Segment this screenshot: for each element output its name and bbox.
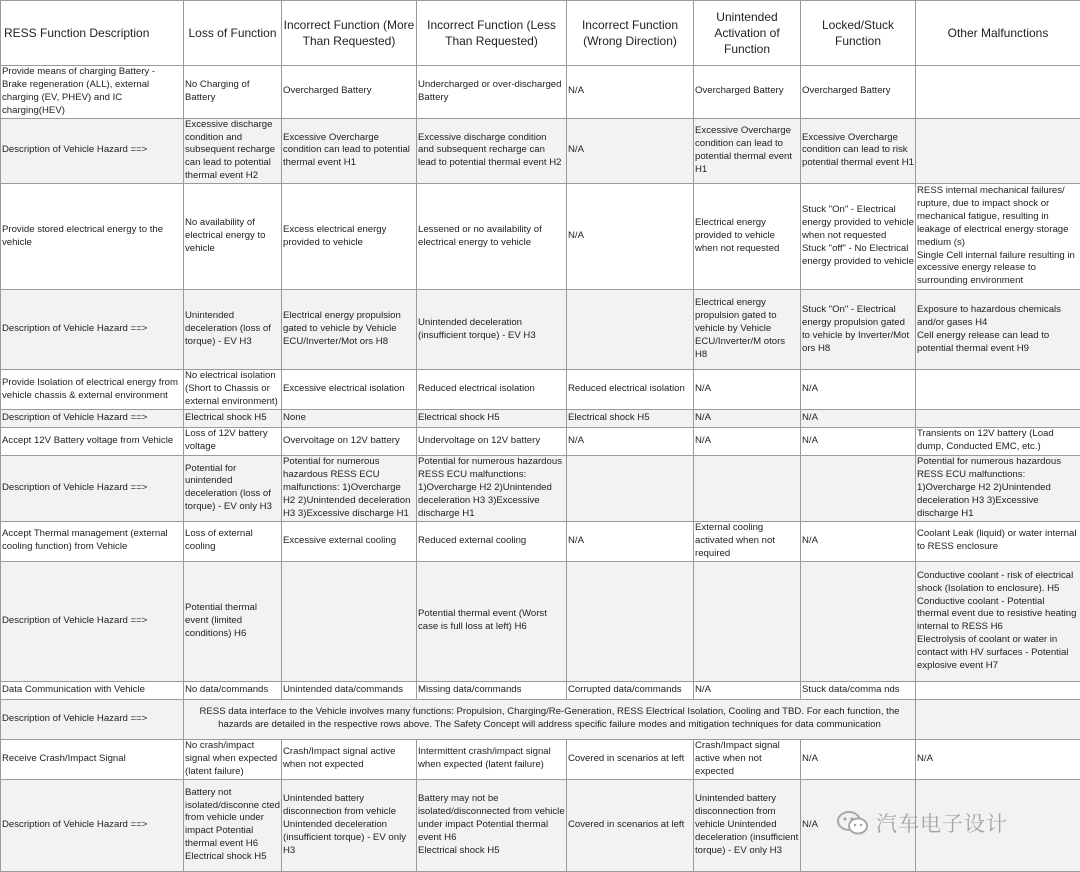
table-cell: Potential for numerous hazardous RESS ECU malfunctions: 1)Overcharge H2 2)Unintended deceleration H3 3)Excessive discharge H1 [282, 455, 417, 521]
table-cell: Conductive coolant - risk of electrical shock (Isolation to enclosure). H5 Conductive coolant - Potential thermal event due to resistive heating internal to RESS H6 Electrolysis of coolant or water in contact with HV surfaces - Potential explosive event H7 [916, 561, 1080, 681]
table-cell: Covered in scenarios at left [567, 739, 694, 779]
table-cell: No data/commands [184, 681, 282, 699]
table-cell: Reduced electrical isolation [417, 370, 567, 410]
table-cell: Electrical energy propulsion gated to vehicle by Vehicle ECU/Inverter/M otors H8 [694, 290, 801, 370]
table-cell: N/A [801, 370, 916, 410]
table-cell: Stuck data/comma nds [801, 681, 916, 699]
table-cell: N/A [801, 427, 916, 455]
table-cell: RESS internal mechanical failures/ rupture, due to impact shock or mechanical fatigue, resulting in leakage of electrical energy storage medium (s) Single Cell internal failure resulting in excessive energy release to surrounding environment [916, 184, 1080, 290]
table-cell: Potential for unintended deceleration (loss of torque) - EV only H3 [184, 455, 282, 521]
table-cell: Electrical energy provided to vehicle when not requested [694, 184, 801, 290]
table-cell: Lessened or no availability of electrical energy to vehicle [417, 184, 567, 290]
col-header-other: Other Malfunctions [916, 1, 1080, 66]
table-cell: Overcharged Battery [694, 66, 801, 119]
table-cell: Data Communication with Vehicle [1, 681, 184, 699]
data-hazard-note: RESS data interface to the Vehicle involves many functions: Propulsion, Charging/Re-Generation, RESS Electrical Isolation, Cooling and TBD. For each function, the hazards are detailed in the respective rows above. The Safety Concept will address specific failure modes and mitigation techniques for data communication [184, 699, 916, 739]
table-cell: Excessive discharge condition and subsequent recharge can lead to potential thermal event H2 [184, 118, 282, 184]
table-cell: Overvoltage on 12V battery [282, 427, 417, 455]
table-cell: Description of Vehicle Hazard ==> [1, 455, 184, 521]
table-cell: N/A [916, 739, 1080, 779]
table-cell: Coolant Leak (liquid) or water internal to RESS enclosure [916, 521, 1080, 561]
table-cell [916, 681, 1080, 699]
table-cell: N/A [567, 66, 694, 119]
table-cell: External cooling activated when not required [694, 521, 801, 561]
col-header-less: Incorrect Function (Less Than Requested) [417, 1, 567, 66]
table-cell [916, 370, 1080, 410]
table-cell: Stuck "On" - Electrical energy provided to vehicle when not requested Stuck "off" - No Electrical energy provided to vehicle [801, 184, 916, 290]
table-cell: Excess electrical energy provided to vehicle [282, 184, 417, 290]
table-cell: N/A [694, 681, 801, 699]
table-cell: N/A [694, 370, 801, 410]
table-cell: Loss of 12V battery voltage [184, 427, 282, 455]
table-cell: Description of Vehicle Hazard ==> [1, 409, 184, 427]
table-cell: Stuck "On" - Electrical energy propulsion gated to vehicle by Inverter/Mot ors H8 [801, 290, 916, 370]
table-cell: Excessive electrical isolation [282, 370, 417, 410]
table-cell [916, 779, 1080, 871]
table-cell: Electrical energy propulsion gated to vehicle by Vehicle ECU/Inverter/Mot ors H8 [282, 290, 417, 370]
table-cell: None [282, 409, 417, 427]
table-cell: Unintended data/commands [282, 681, 417, 699]
table-row [1, 561, 1080, 681]
col-header-stuck: Locked/Stuck Function [801, 1, 916, 66]
table-row [1, 184, 1080, 290]
table-cell: Undercharged or over-discharged Battery [417, 66, 567, 119]
table-cell: Accept Thermal management (external cooling function) from Vehicle [1, 521, 184, 561]
table-cell: Unintended battery disconnection from vehicle Unintended deceleration (insufficient torque) - EV only H3 [694, 779, 801, 871]
table-cell [694, 561, 801, 681]
col-header-loss: Loss of Function [184, 1, 282, 66]
table-cell: Battery not isolated/disconne cted from vehicle under impact Potential thermal event H6 Electrical shock H5 [184, 779, 282, 871]
table-cell [916, 66, 1080, 119]
table-cell: No crash/impact signal when expected (latent failure) [184, 739, 282, 779]
table-row [1, 699, 1080, 739]
table-cell: N/A [694, 427, 801, 455]
table-cell: Crash/Impact signal active when not expected [282, 739, 417, 779]
col-header-function: RESS Function Description [1, 1, 184, 66]
table-cell: Provide Isolation of electrical energy from vehicle chassis & external environment [1, 370, 184, 410]
table-row [1, 290, 1080, 370]
table-row [1, 370, 1080, 410]
table-cell: No Charging of Battery [184, 66, 282, 119]
table-cell [567, 455, 694, 521]
table-cell: Exposure to hazardous chemicals and/or gases H4 Cell energy release can lead to potential thermal event H9 [916, 290, 1080, 370]
table-cell [801, 455, 916, 521]
table-cell: Reduced electrical isolation [567, 370, 694, 410]
table-cell: Excessive Overcharge condition can lead to potential thermal event H1 [694, 118, 801, 184]
table-cell: Undervoltage on 12V battery [417, 427, 567, 455]
table-cell: Corrupted data/commands [567, 681, 694, 699]
table-cell: No electrical isolation (Short to Chassis or external environment) [184, 370, 282, 410]
table-cell: Loss of external cooling [184, 521, 282, 561]
table-cell: Excessive external cooling [282, 521, 417, 561]
table-cell: Description of Vehicle Hazard ==> [1, 779, 184, 871]
table-cell: Transients on 12V battery (Load dump, Conducted EMC, etc.) [916, 427, 1080, 455]
table-cell: Description of Vehicle Hazard ==> [1, 699, 184, 739]
table-cell [801, 561, 916, 681]
table-cell: Description of Vehicle Hazard ==> [1, 561, 184, 681]
table-row [1, 118, 1080, 184]
col-header-wrong-direction: Incorrect Function (Wrong Direction) [567, 1, 694, 66]
table-cell [694, 455, 801, 521]
table-cell: Excessive Overcharge condition can lead to potential thermal event H1 [282, 118, 417, 184]
table-cell: Covered in scenarios at left [567, 779, 694, 871]
header-row [1, 1, 1080, 66]
table-cell: Overcharged Battery [801, 66, 916, 119]
table-row [1, 779, 1080, 871]
table-cell: Potential for numerous hazardous RESS ECU malfunctions: 1)Overcharge H2 2)Unintended deceleration H3 3)Excessive discharge H1 [916, 455, 1080, 521]
table-cell: Battery may not be isolated/disconnected from vehicle under impact Potential thermal event H6 Electrical shock H5 [417, 779, 567, 871]
table-cell: Overcharged Battery [282, 66, 417, 119]
table-cell: Receive Crash/Impact Signal [1, 739, 184, 779]
table-cell: Description of Vehicle Hazard ==> [1, 290, 184, 370]
table-cell: N/A [801, 739, 916, 779]
table-cell: N/A [694, 409, 801, 427]
col-header-unintended: Unintended Activation of Function [694, 1, 801, 66]
table-cell: Reduced external cooling [417, 521, 567, 561]
table-cell: N/A [567, 118, 694, 184]
table-cell: Intermittent crash/impact signal when expected (latent failure) [417, 739, 567, 779]
table-cell: Potential thermal event (limited conditions) H6 [184, 561, 282, 681]
table-row [1, 427, 1080, 455]
table-cell: N/A [801, 521, 916, 561]
watermark-text: 汽车电子设计 [876, 808, 1008, 838]
table-cell: N/A [567, 427, 694, 455]
table-row [1, 455, 1080, 521]
table-cell: Potential for numerous hazardous RESS ECU malfunctions: 1)Overcharge H2 2)Unintended deceleration H3 3)Excessive discharge H1 [417, 455, 567, 521]
table-cell: Electrical shock H5 [567, 409, 694, 427]
table-cell: N/A [801, 409, 916, 427]
table-cell: Excessive Overcharge condition can lead to risk potential thermal event H1 [801, 118, 916, 184]
table-cell: Provide means of charging Battery - Brake regeneration (ALL), external charging (EV, PHEV) and IC charging(HEV) [1, 66, 184, 119]
table-row [1, 409, 1080, 427]
table-cell: Missing data/commands [417, 681, 567, 699]
table-cell: Accept 12V Battery voltage from Vehicle [1, 427, 184, 455]
table-cell: Crash/Impact signal active when not expected [694, 739, 801, 779]
table-cell: Unintended deceleration (insufficient torque) - EV H3 [417, 290, 567, 370]
table-cell [567, 290, 694, 370]
table-cell: Electrical shock H5 [184, 409, 282, 427]
table-row [1, 66, 1080, 119]
table-cell: Unintended deceleration (loss of torque) - EV H3 [184, 290, 282, 370]
table-cell: Excessive discharge condition and subsequent recharge can lead to potential thermal event H2 [417, 118, 567, 184]
table-cell: Description of Vehicle Hazard ==> [1, 118, 184, 184]
table-cell [916, 118, 1080, 184]
table-cell: N/A [567, 521, 694, 561]
table-cell: No availability of electrical energy to vehicle [184, 184, 282, 290]
table-cell: Unintended battery disconnection from vehicle Unintended deceleration (insufficient torque) - EV only H3 [282, 779, 417, 871]
table-cell [916, 409, 1080, 427]
table-row [1, 681, 1080, 699]
table-cell: Provide stored electrical energy to the vehicle [1, 184, 184, 290]
table-cell [282, 561, 417, 681]
table-cell: N/A [801, 779, 916, 871]
table-cell: Electrical shock H5 [417, 409, 567, 427]
table-cell: Potential thermal event (Worst case is full loss at left) H6 [417, 561, 567, 681]
table-cell: N/A [567, 184, 694, 290]
col-header-more: Incorrect Function (More Than Requested) [282, 1, 417, 66]
table-row [1, 739, 1080, 779]
table-cell [567, 561, 694, 681]
table-row [1, 521, 1080, 561]
table-cell [916, 699, 1080, 739]
